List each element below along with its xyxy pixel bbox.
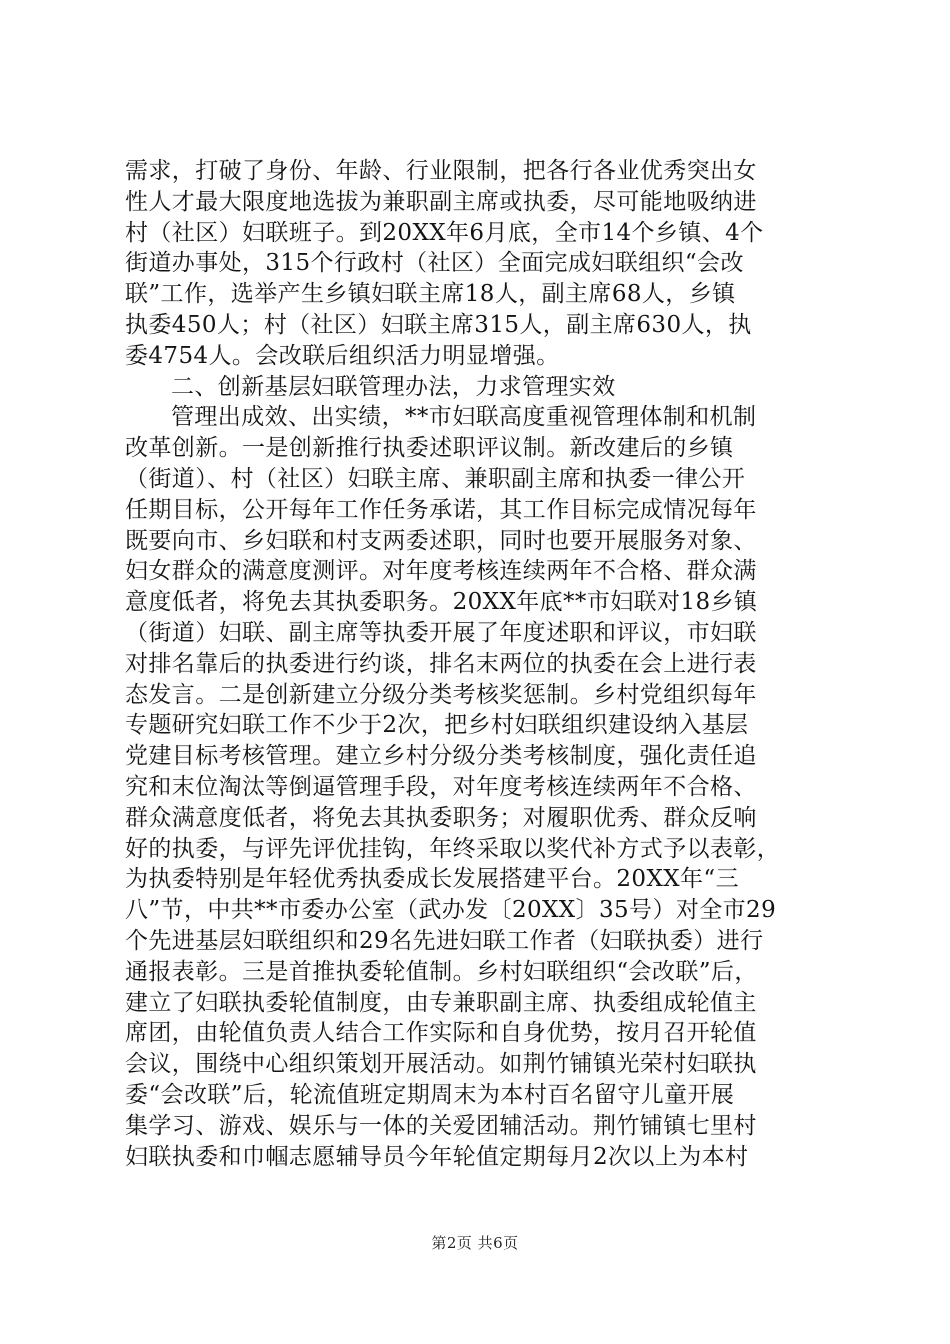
text-line: 态发言。二是创新建立分级分类考核奖惩制。乡村党组织每年 xyxy=(125,681,757,708)
text-line: 会议，围绕中心组织策划开展活动。如荆竹铺镇光荣村妇联执 xyxy=(125,1051,757,1078)
text-line: 通报表彰。三是首推执委轮值制。乡村妇联组织“会改联”后， xyxy=(125,958,758,985)
text-line: 八”节，中共**市委办公室（武办发〔20XX〕35号）对全市29 xyxy=(125,897,777,924)
text-line: 既要向市、乡妇联和村支两委述职，同时也要开展服务对象、 xyxy=(125,527,757,554)
text-line: （街道）妇联、副主席等执委开展了年度述职和评议，市妇联 xyxy=(125,619,757,646)
text-line: 对排名靠后的执委进行约谈，排名末两位的执委在会上进行表 xyxy=(125,650,757,677)
text-line: 改革创新。一是创新推行执委述职评议制。新改建后的乡镇 xyxy=(125,435,734,462)
text-line: 集学习、游戏、娱乐与一体的关爱团辅活动。荆竹铺镇七里村 xyxy=(125,1112,757,1139)
text-line: （街道）、村（社区）妇联主席、兼职副主席和执委一律公开 xyxy=(125,465,746,492)
text-line: 建立了妇联执委轮值制度，由专兼职副主席、执委组成轮值主 xyxy=(125,989,757,1016)
text-line: 任期目标，公开每年工作任务承诺，其工作目标完成情况每年 xyxy=(125,496,757,523)
text-line: 群众满意度低者，将免去其执委职务；对履职优秀、群众反响 xyxy=(125,804,757,831)
text-line: 个先进基层妇联组织和29名先进妇联工作者（妇联执委）进行 xyxy=(125,927,764,954)
text-line: 执委450人；村（社区）妇联主席315人，副主席630人，执 xyxy=(125,311,752,338)
text-line: 性人才最大限度地选拔为兼职副主席或执委，尽可能地吸纳进 xyxy=(125,188,757,215)
text-line: 好的执委，与评先评优挂钩，年终采取以奖代补方式予以表彰， xyxy=(125,835,781,862)
text-line: 为执委特别是年轻优秀执委成长发展搭建平台。20XX年“三 xyxy=(125,866,739,893)
text-line: 委“会改联”后，轮流值班定期周末为本村百名留守儿童开展 xyxy=(125,1081,735,1108)
text-line: 妇联执委和巾帼志愿辅导员今年轮值定期每月2次以上为本村 xyxy=(125,1143,749,1170)
text-line: 专题研究妇联工作不少于2次，把乡村妇联组织建设纳入基层 xyxy=(125,712,749,739)
text-line: 党建目标考核管理。建立乡村分级分类考核制度，强化责任追 xyxy=(125,743,757,770)
text-line: 联”工作，选举产生乡镇妇联主席18人，副主席68人，乡镇 xyxy=(125,281,736,308)
text-line: 村（社区）妇联班子。到20XX年6月底，全市14个乡镇、4个 xyxy=(125,219,764,246)
text-line: 街道办事处，315个行政村（社区）全面完成妇联组织“会改 xyxy=(125,250,744,277)
text-line: 需求，打破了身份、年龄、行业限制，把各行各业优秀突出女 xyxy=(125,158,757,184)
text-line: 意度低者，将免去其执委职务。20XX年底**市妇联对18乡镇 xyxy=(125,589,758,616)
text-line: 席团，由轮值负责人结合工作实际和自身优势，按月召开轮值 xyxy=(125,1020,757,1047)
document-body xyxy=(125,156,835,1172)
text-line: 究和末位淘汰等倒逼管理手段，对年度考核连续两年不合格、 xyxy=(125,773,757,800)
text-line: 二、创新基层妇联管理办法，力求管理实效 xyxy=(171,373,616,400)
text-line: 管理出成效、出实绩，**市妇联高度重视管理体制和机制 xyxy=(171,404,757,431)
text-line: 妇女群众的满意度测评。对年度考核连续两年不合格、群众满 xyxy=(125,558,757,585)
page-footer: 第2页 共6页 xyxy=(431,1234,519,1252)
text-line: 委4754人。会改联后组织活力明显增强。 xyxy=(125,342,560,369)
